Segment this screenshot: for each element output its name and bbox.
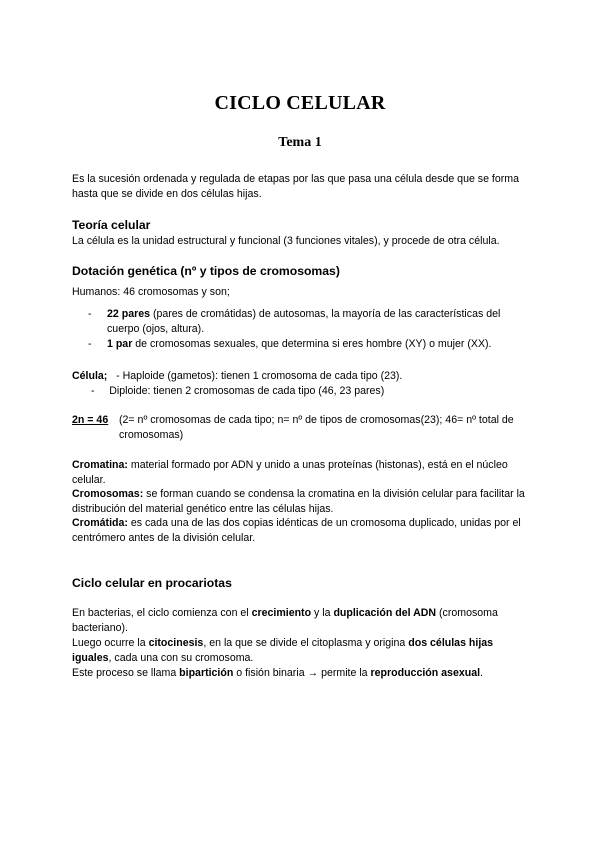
celula-label: Célula; <box>72 370 108 382</box>
text-run: . <box>480 667 483 679</box>
text-bold: citocinesis <box>148 637 204 649</box>
definition-term: Cromátida: <box>72 517 128 529</box>
teoria-text: La célula es la unidad estructural y funcional (3 funciones vitales), y procede de otra célula. <box>72 235 500 247</box>
bullet-rest: de cromosomas sexuales, que determina si eres hombre (XY) o mujer (XX). <box>132 338 492 350</box>
definition-cromosomas <box>72 487 532 517</box>
humanos-text: Humanos: 46 cromosomas y son; <box>72 286 230 298</box>
page-subtitle: Tema 1 <box>278 135 322 150</box>
definition-term: Cromosomas: <box>72 488 144 500</box>
procariotas-heading: Ciclo celular en procariotas <box>72 576 232 590</box>
text-bold: dos células hijas iguales <box>72 637 494 664</box>
celula-line <box>72 369 532 384</box>
intro-paragraph: Es la sucesión ordenada y regulada de etapas por las que pasa una célula desde que se forma hasta que se divide en dos células hijas. <box>72 173 520 200</box>
list-item <box>88 337 528 352</box>
bullet-dash: - <box>88 308 92 320</box>
dotacion-heading: Dotación genética (nº y tipos de cromosomas) <box>72 264 340 278</box>
celula-diploide: Diploide: tienen 2 cromosomas de cada tipo (46, 23 pares) <box>109 385 385 397</box>
bullet-dash: - <box>88 338 92 350</box>
formula-label-wrap <box>72 413 112 428</box>
teoria-heading: Teoría celular <box>72 218 151 232</box>
bullet-bold: 22 pares <box>107 308 150 320</box>
diploide-dash: - <box>91 385 95 397</box>
text-run: , en la que se divide el citoplasma y origina <box>203 637 409 649</box>
text-run: (cromosoma bacteriano). <box>72 607 498 634</box>
list-item <box>88 307 528 337</box>
definition-term: Cromatina: <box>72 459 128 471</box>
text-bold: reproducción asexual <box>370 667 481 679</box>
definition-text: se forman cuando se condensa la cromatina en la división celular para facilitar la distribución del material genético entre las células hijas. <box>72 488 525 515</box>
text-run: , cada una con su cromosoma. <box>108 652 254 664</box>
text-run: Este proceso se llama <box>72 667 180 679</box>
definition-text: es cada una de las dos copias idénticas de un cromosoma duplicado, unidas por el centrómero antes de la división celular. <box>72 517 521 544</box>
celula-haploide: - Haploide (gametos): tienen 1 cromosoma de cada tipo (23). <box>116 370 403 382</box>
formula-text: (2= nº cromosomas de cada tipo; n= nº de tipos de cromosomas(23); 46= nº total de cromosomas) <box>119 414 514 441</box>
definition-cromatida <box>72 516 532 546</box>
bullet-rest: (pares de cromátidas) de autosomas, la mayoría de las características del cuerpo (ojos, altura). <box>107 308 501 335</box>
page-title: CICLO CELULAR <box>214 92 386 114</box>
text-run: En bacterias, el ciclo comienza con el <box>72 607 252 619</box>
celula-diploide-line <box>91 384 551 399</box>
definition-text: material formado por ADN y unido a unas proteínas (histonas), está en el núcleo celular. <box>72 459 508 486</box>
procariotas-paragraph <box>72 606 532 681</box>
text-bold: bipartición <box>179 667 234 679</box>
text-bold: crecimiento <box>251 607 312 619</box>
text-run: y la <box>311 607 334 619</box>
text-bold: duplicación del ADN <box>333 607 437 619</box>
definition-cromatina <box>72 458 532 488</box>
text-run: Luego ocurre la <box>72 637 149 649</box>
bullet-bold: 1 par <box>107 338 133 350</box>
formula-label: 2n = 46 <box>72 414 109 426</box>
text-run: o fisión binaria → permite la <box>233 667 371 679</box>
